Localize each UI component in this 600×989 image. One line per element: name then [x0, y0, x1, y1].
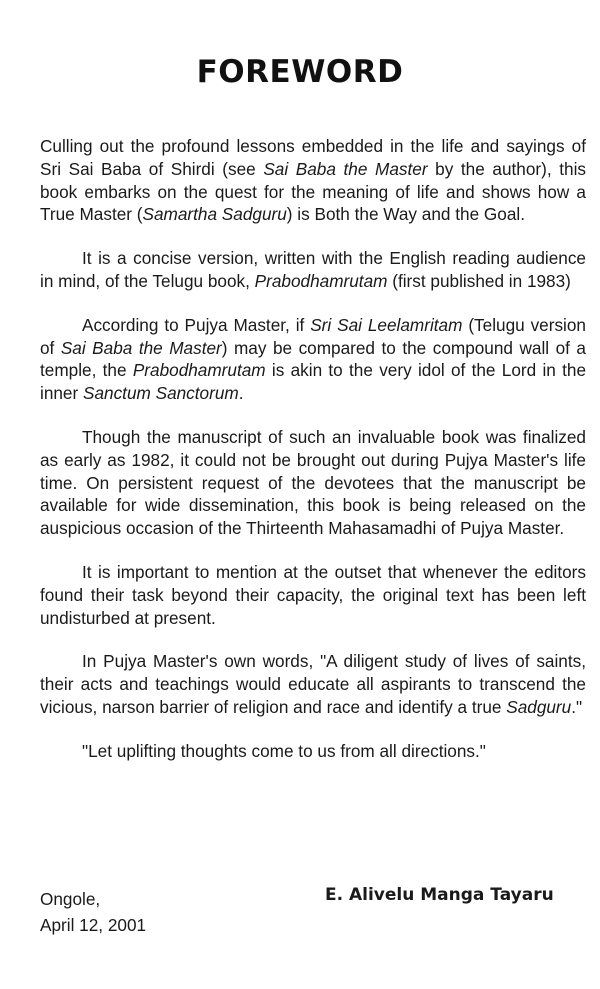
book-title-sai-baba-the-master: Sai Baba the Master — [263, 158, 428, 179]
paragraph-3-text-e: ) may be compared to the compound wall of a temple, the — [40, 337, 586, 381]
term-samartha-sadguru: Samartha Sadguru — [142, 204, 287, 225]
signoff-place: Ongole, — [40, 889, 101, 909]
paragraph-2-text-c: (first published in 1983) — [387, 270, 571, 291]
page-title: FOREWORD — [196, 54, 404, 90]
book-title-sri-sai-leelamritam: Sri Sai Leelamritam — [310, 314, 463, 335]
paragraph-3 — [40, 314, 586, 405]
paragraph-3-text-a: According to Pujya Master, if — [82, 314, 311, 335]
paragraph-1-text-a: Culling out the profound lessons embedded in the life and sayings of Sri Sai Baba of Shirdi (see — [40, 136, 586, 179]
paragraph-2-text-a: It is a concise version, written with the English reading audience in mind, of the Telugu book, — [40, 248, 586, 291]
term-sadguru: Sadguru — [506, 696, 572, 717]
paragraph-3-text-i: . — [238, 383, 244, 404]
paragraph-5: It is important to mention at the outset that whenever the editors found their task beyond their capacity, the original text has been left undisturbed at present. — [40, 561, 586, 628]
paragraph-6 — [40, 650, 586, 718]
book-title-sai-baba-the-master-2: Sai Baba the Master — [60, 337, 222, 358]
book-title-prabodhamrutam-2: Prabodhamrutam — [132, 360, 266, 381]
paragraph-6-text-a: In Pujya Master's own words, "A diligent study of lives of saints, their acts and teachings would educate all aspirants to transcend the vicious, narson barrier of religion and race and identify a true — [40, 651, 586, 717]
term-sanctum-sanctorum: Sanctum Sanctorum — [83, 383, 239, 404]
signoff-date: April 12, 2001 — [40, 915, 147, 935]
book-title-prabodhamrutam: Prabodhamrutam — [254, 270, 388, 291]
paragraph-2 — [40, 247, 586, 293]
paragraph-6-text-c: ." — [571, 696, 583, 717]
paragraph-1-text-c: by the author), this book embarks on the quest for the meaning of life and shows how a True Master ( — [40, 158, 586, 225]
paragraph-1 — [40, 135, 586, 226]
author-name: E. Alivelu Manga Tayaru — [325, 885, 554, 905]
paragraph-1-text-e: ) is Both the Way and the Goal. — [286, 204, 525, 225]
paragraph-3-text-c: (Telugu version of — [40, 314, 586, 358]
foreword-body — [40, 135, 586, 763]
closing-quote: "Let uplifting thoughts come to us from all directions." — [82, 740, 486, 761]
paragraph-3-text-g: is akin to the very idol of the Lord in the inner — [40, 360, 586, 404]
paragraph-4: Though the manuscript of such an invaluable book was finalized as early as 1982, it could not be brought out during Pujya Master's life time. On persistent request of the devotees that the manuscript be available for wide dissemination, this book is being released on the auspicious occasion of the Thirteenth Mahasamadhi of Pujya Master. — [40, 426, 586, 539]
